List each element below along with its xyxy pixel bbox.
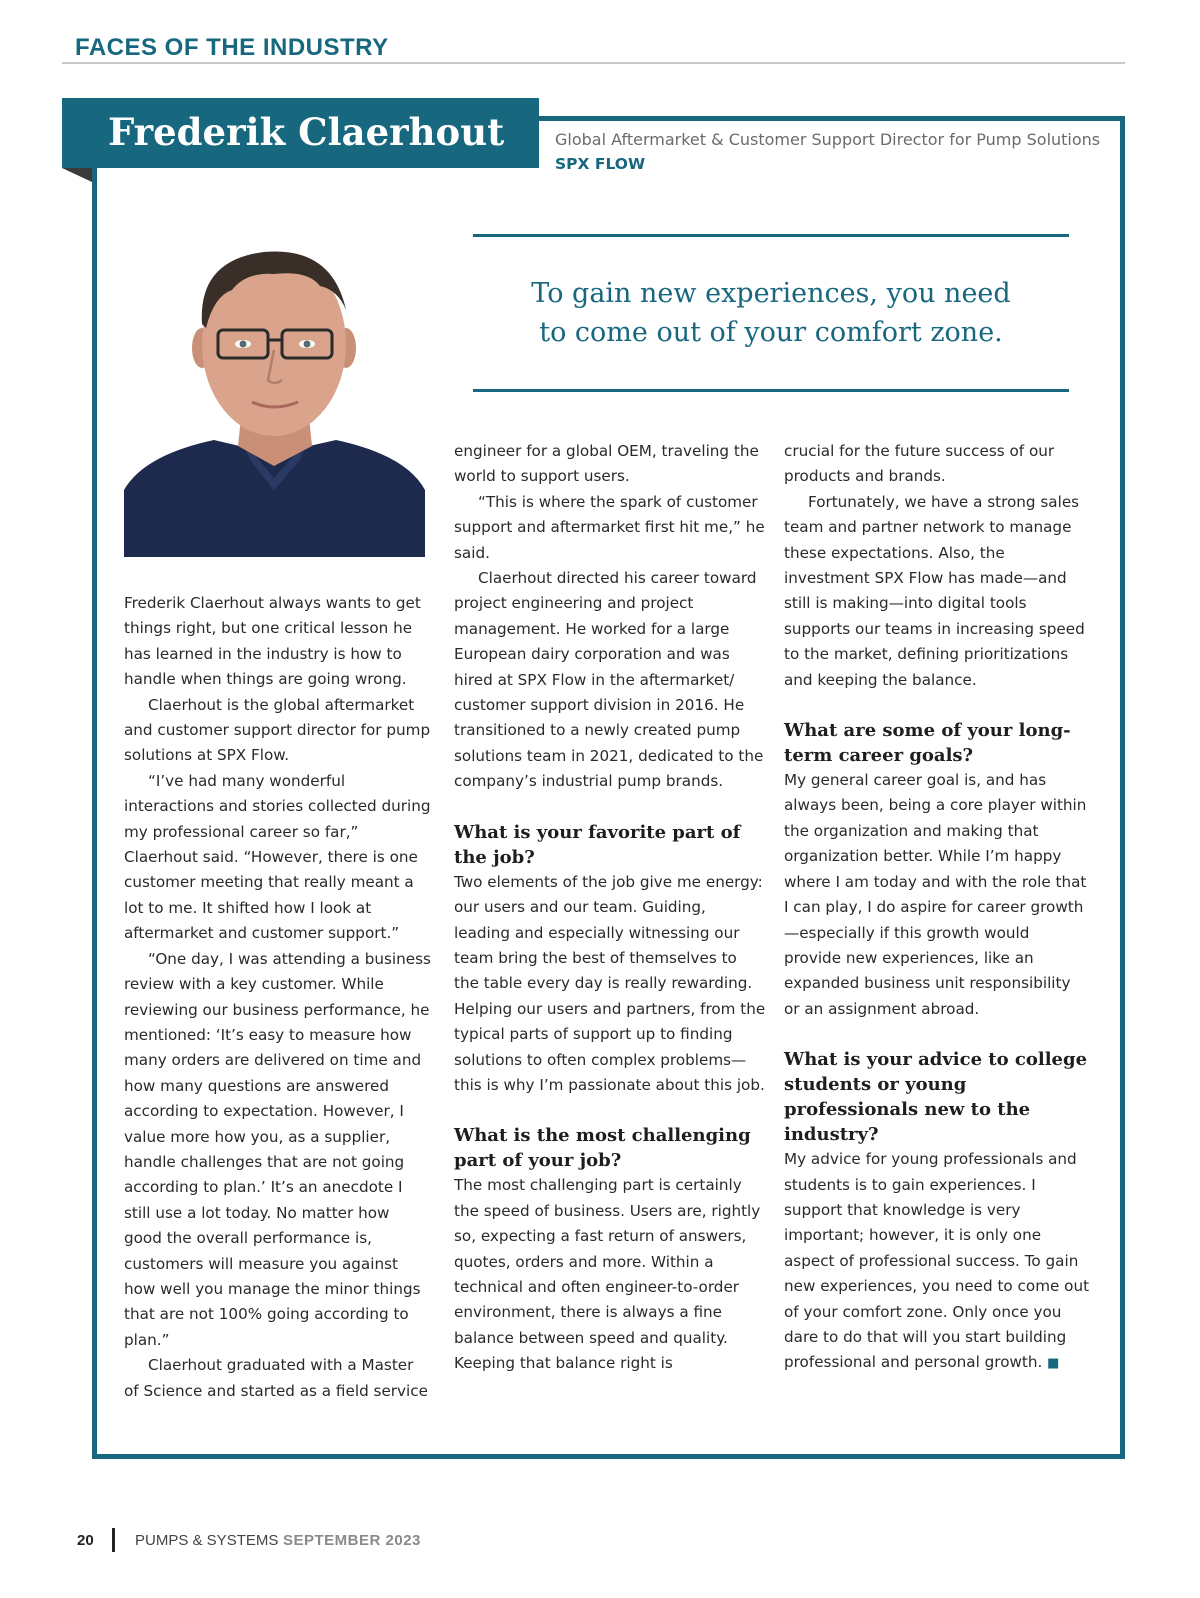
article-paragraph: “I’ve had many wonderful interactions and stories collected during my professional career so far,” Claerhout said. “However, there is one customer meeting that really meant a lot to me. It shifted how I look at aftermarket and customer support.” [124,771,431,943]
page-number: 20 [77,1532,94,1549]
article-paragraph: Fortunately, we have a strong sales team and partner network to manage these expectations. Also, the investment SPX Flow has made—and still is making—into digital tools supports our teams in increasing speed to the market, defining prioritizations and keeping the balance. [784,492,1085,689]
profile-title: Global Aftermarket & Customer Support Director for Pump Solutions [555,130,1101,149]
portrait-illustration [124,240,425,557]
interview-answer-text: My advice for young professionals and students is to gain experiences. I support that knowledge is very important; however, it is only one aspect of professional success. To gain new experiences, you need to come out of your comfort zone. Only once you dare to do that will you start building professional and personal growth. [784,1150,1090,1372]
interview-question: What is your favorite part of the job? [454,821,741,868]
section-label: FACES OF THE INDUSTRY [75,34,389,61]
name-banner [62,98,539,168]
profile-company: SPX FLOW [555,155,646,173]
pull-quote-line-1: To gain new experiences, you need [531,278,1011,309]
profile-name: Frederik Claerhout [108,110,505,154]
section-divider [62,62,1125,64]
interview-answer: My general career goal is, and has always been, being a core player within the organization and making that organization better. While I’m happy where I am today and with the role that I can play, I do aspire for career growth—especially if this growth would provide new experiences, like an expanded business unit responsibility or an assignment abroad. [784,771,1087,1018]
article-paragraph: “This is where the spark of customer support and aftermarket first hit me,” he said. [454,492,765,562]
interview-question: What are some of your long-term career goals? [784,720,1071,767]
pull-quote [473,274,1069,352]
footer-divider [112,1528,115,1552]
article-paragraph: Claerhout is the global aftermarket and customer support director for pump solutions at SPX Flow. [124,695,431,765]
pull-quote-rule-bottom [473,389,1069,392]
article-paragraph: Claerhout directed his career toward project engineering and project management. He worked for a large European dairy corporation and was hired at SPX Flow in the aftermarket/ customer support division in 2016. He transitioned to a newly created pump solutions team in 2021, dedicated to the company’s industrial pump brands. [454,569,764,791]
article-paragraph: crucial for the future success of our products and brands. [784,442,1055,486]
interview-question: What is the most challenging part of your job? [454,1125,751,1172]
interview-answer: The most challenging part is certainly the speed of business. Users are, rightly so, expecting a fast return of answers, quotes, orders and more. Within a technical and often engineer-to-order environment, there is always a fine balance between speed and quality. Keeping that balance right is [454,1176,761,1373]
interview-answer: Two elements of the job give me energy: our users and our team. Guiding, leading and especially witnessing our team bring the best of themselves to the table every day is really rewarding. Helping our users and partners, from the typical parts of support up to finding solutions to often complex problems—this is why I’m passionate about this job. [454,872,766,1094]
article-paragraph: engineer for a global OEM, traveling the world to support users. [454,442,759,486]
article-column-2 [454,439,766,1377]
article-paragraph: “One day, I was attending a business review with a key customer. While reviewing our business performance, he mentioned: ‘It’s easy to measure how many orders are delivered on time and how many questions are answered according to expectation. However, I value more how you, as a supplier, handle challenges that are not going according to plan.’ It’s an anecdote I still use a lot today. No matter how good the overall performance is, customers will measure you against how well you manage the minor things that are not 100% going according to plan.” [124,949,431,1349]
issue-date: SEPTEMBER 2023 [283,1532,421,1549]
pull-quote-rule-top [473,234,1069,237]
pull-quote-line-2: to come out of your comfort zone. [539,317,1003,348]
banner-fold [62,168,92,182]
article-paragraph: Claerhout graduated with a Master of Science and started as a field service [124,1356,428,1400]
interview-question: What is your advice to college students or young professionals new to the industry? [784,1049,1088,1146]
article-column-3 [784,439,1090,1377]
publication-name: PUMPS & SYSTEMS [135,1532,279,1549]
interview-answer [784,1147,1090,1377]
portrait-photo [124,240,425,557]
end-mark-icon: ■ [1047,1356,1060,1372]
article-paragraph: Frederik Claerhout always wants to get things right, but one critical lesson he has learned in the industry is how to handle when things are going wrong. [124,594,421,689]
article-column-1 [124,591,431,1404]
